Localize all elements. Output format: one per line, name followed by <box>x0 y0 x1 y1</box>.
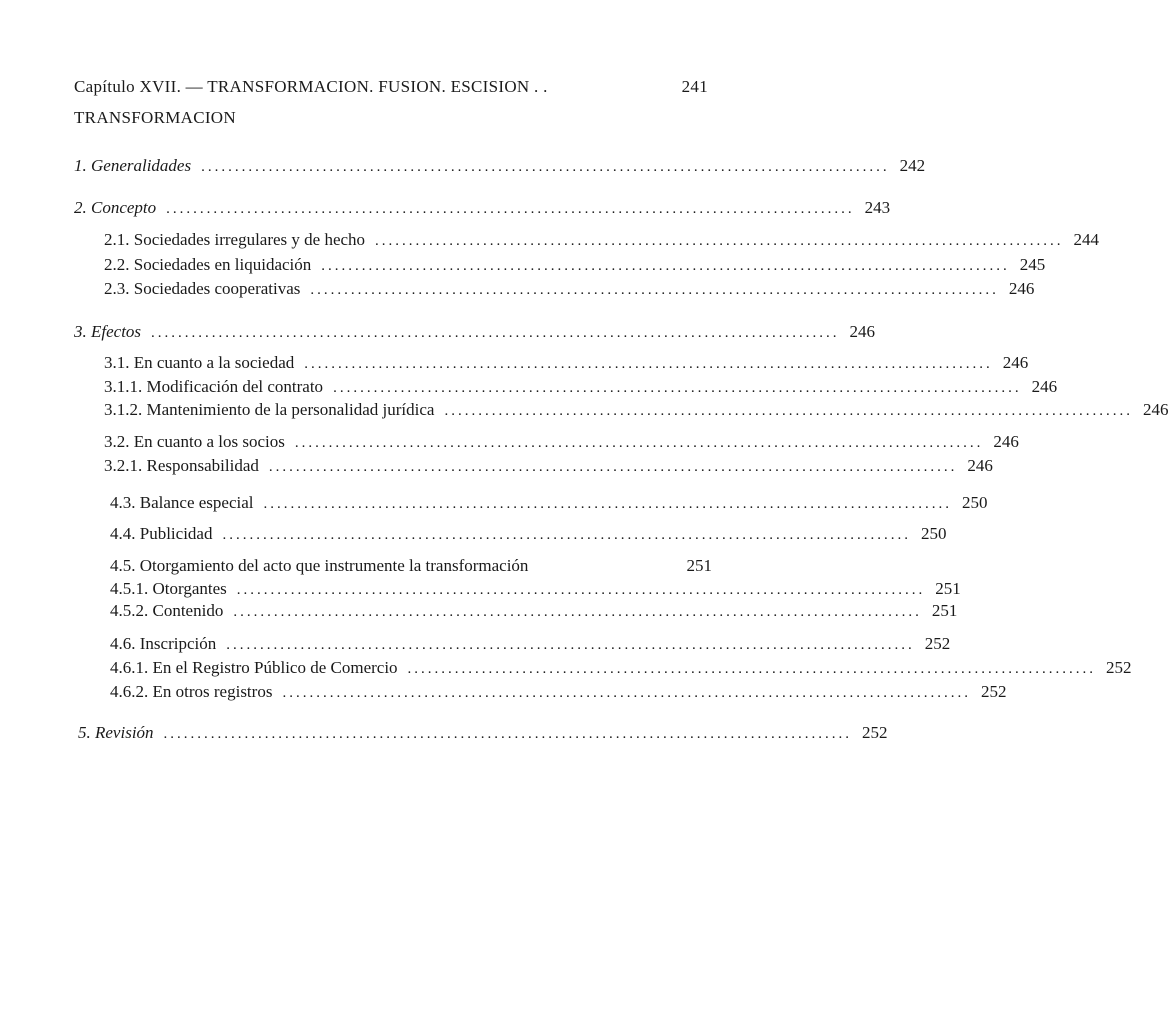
toc-entry <box>104 229 1100 251</box>
toc-entry-label: 4.5.1. Otorgantes <box>110 579 227 598</box>
toc-entry-page: 246 <box>967 456 993 475</box>
toc-entry-page: 246 <box>1002 353 1029 372</box>
toc-entry-label: 2. Concepto <box>74 198 157 217</box>
toc-entry-page: 251 <box>686 556 712 575</box>
toc-entry-label: 3.1.2. Mantenimiento de la personalidad jurídica <box>104 400 435 419</box>
toc-entry <box>104 254 1046 276</box>
chapter-page: 241 <box>681 77 708 96</box>
toc-entry-page: 252 <box>1106 658 1132 677</box>
section-title: TRANSFORMACION <box>74 108 236 127</box>
toc-entry <box>74 155 926 177</box>
toc-entry-label: 3.2.1. Responsabilidad <box>104 456 259 475</box>
dot-leader: ...................................................................................................... <box>163 726 853 742</box>
toc-entry <box>110 600 958 622</box>
toc-entry <box>110 681 1007 703</box>
toc-entry-page: 251 <box>935 579 961 598</box>
dot-leader: ...................................................................................................... <box>226 637 915 653</box>
dot-leader: ...................................................................................................... <box>263 496 952 512</box>
toc-entry <box>110 523 947 545</box>
toc-entry <box>104 376 1058 398</box>
toc-entry-label: 1. Generalidades <box>74 156 192 175</box>
toc-entry-page: 242 <box>899 156 926 175</box>
dot-leader: ...................................................................................................... <box>333 380 1022 396</box>
toc-entry <box>74 321 876 343</box>
toc-entry-label: 3.1. En cuanto a la sociedad <box>104 353 295 372</box>
chapter-heading <box>74 76 708 98</box>
toc-entry <box>104 278 1035 300</box>
toc-entry <box>110 492 988 514</box>
dot-leader: ...................................................................................................... <box>444 403 1133 419</box>
toc-entry-page: 252 <box>924 634 951 653</box>
dot-leader: ...................................................................................................... <box>294 435 984 451</box>
dot-leader: ...................................................................................................... <box>407 661 1097 677</box>
toc-entry-label: 2.2. Sociedades en liquidación <box>104 255 312 274</box>
dot-leader: ...................................................................................................... <box>310 282 999 298</box>
dot-leader: ...................................................................................................... <box>151 325 840 341</box>
chapter-title: Capítulo XVII. — TRANSFORMACION. FUSION. ESCISION . . <box>74 77 548 96</box>
dot-leader: ...................................................................................................... <box>236 582 926 598</box>
toc-entry-label: 4.5. Otorgamiento del acto que instrumente la transformación <box>110 556 529 575</box>
toc-entry-page: 252 <box>862 723 888 742</box>
toc-entry <box>110 657 1132 679</box>
toc-entry-page: 246 <box>1031 377 1058 396</box>
toc-entry <box>104 431 1019 453</box>
toc-entry <box>110 578 961 600</box>
dot-leader: ...................................................................................................... <box>166 201 855 217</box>
toc-entry-page: 246 <box>993 432 1019 451</box>
dot-leader: ...................................................................................................... <box>304 356 993 372</box>
dot-leader: ...................................................................................................... <box>282 685 971 701</box>
dot-leader: ...................................................................................................... <box>268 459 958 475</box>
toc-entry-label: 4.5.2. Contenido <box>110 601 224 620</box>
toc-entry-page: 244 <box>1073 230 1100 249</box>
toc-entry <box>78 722 888 744</box>
section-heading <box>74 107 236 129</box>
toc-entry-page: 246 <box>849 322 876 341</box>
dot-leader: ...................................................................................................... <box>321 258 1010 274</box>
dot-leader: ...................................................................................................... <box>375 233 1064 249</box>
dot-leader: ...................................................................................................... <box>222 527 911 543</box>
toc-entry-label: 4.3. Balance especial <box>110 493 254 512</box>
dot-leader: ...................................................................................................... <box>233 604 922 620</box>
toc-entry-label: 4.6.2. En otros registros <box>110 682 273 701</box>
toc-entry-label: 3.1.1. Modificación del contrato <box>104 377 324 396</box>
toc-entry <box>110 555 712 577</box>
toc-entry <box>74 197 891 219</box>
toc-entry <box>110 633 951 655</box>
toc-entry-page: 246 <box>1008 279 1035 298</box>
toc-entry <box>104 352 1029 374</box>
toc-entry-page: 243 <box>864 198 891 217</box>
toc-entry-label: 3.2. En cuanto a los socios <box>104 432 285 451</box>
toc-entry-page: 252 <box>980 682 1007 701</box>
toc-entry-label: 5. Revisión <box>78 723 154 742</box>
toc-entry-label: 3. Efectos <box>74 322 142 341</box>
toc-entry-page: 246 <box>1142 400 1168 419</box>
toc-entry-page: 250 <box>920 524 947 543</box>
dot-leader: ...................................................................................................... <box>201 159 890 175</box>
toc-entry-page: 245 <box>1019 255 1046 274</box>
toc-entry-label: 2.3. Sociedades cooperativas <box>104 279 301 298</box>
toc-entry <box>104 399 1168 421</box>
toc-entry-label: 4.6. Inscripción <box>110 634 217 653</box>
toc-entry-page: 251 <box>931 601 958 620</box>
toc-entry-page: 250 <box>962 493 988 512</box>
toc-entry-label: 2.1. Sociedades irregulares y de hecho <box>104 230 366 249</box>
toc-entry <box>104 455 993 477</box>
toc-entry-label: 4.6.1. En el Registro Público de Comercio <box>110 658 398 677</box>
toc-entry-label: 4.4. Publicidad <box>110 524 213 543</box>
